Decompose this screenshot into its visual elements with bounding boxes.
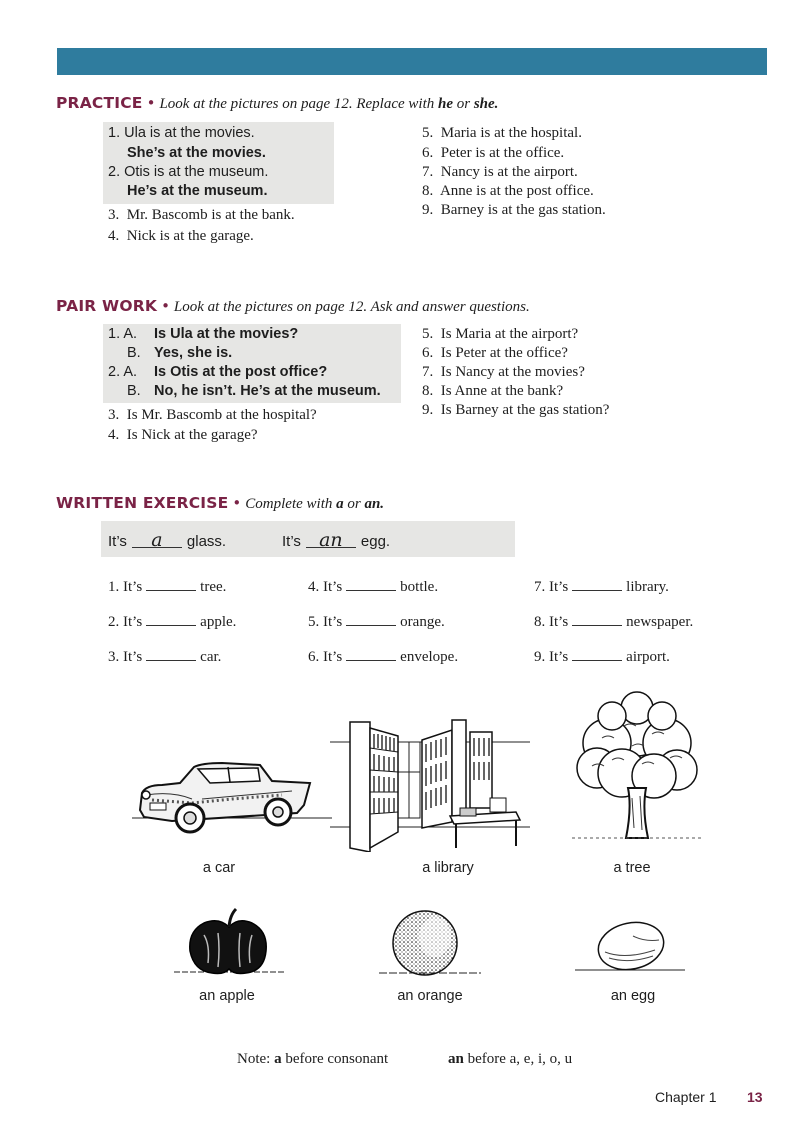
chapter-label: Chapter 1: [655, 1089, 717, 1105]
pair-work-keyword: PAIR WORK: [56, 297, 158, 315]
answer-blank: [346, 615, 396, 626]
handwritten-answer: a: [132, 533, 182, 548]
written-item-1[interactable]: 1. It’s tree.: [108, 579, 227, 595]
caption-egg: an egg: [610, 988, 656, 1004]
pair-work-example-2b: B. No, he isn’t. He’s at the museum.: [127, 383, 381, 399]
written-item-9[interactable]: 9. It’s airport.: [534, 649, 670, 665]
written-item-3[interactable]: 3. It’s car.: [108, 649, 222, 665]
note-vowel: an before a, e, i, o, u: [448, 1051, 573, 1067]
written-item-7[interactable]: 7. It’s library.: [534, 579, 669, 595]
practice-item-7: 7. Nancy is at the airport.: [422, 164, 578, 180]
written-item-4[interactable]: 4. It’s bottle.: [308, 579, 439, 595]
written-item-5[interactable]: 5. It’s orange.: [308, 614, 445, 630]
practice-heading: [56, 94, 498, 113]
practice-item-9: 9. Barney is at the gas station.: [422, 202, 606, 218]
apple-illustration: [174, 905, 284, 980]
practice-example-1-answer: She’s at the movies.: [127, 145, 266, 161]
car-illustration: [132, 755, 332, 850]
answer-blank: [572, 580, 622, 591]
pair-work-item-5: 5. Is Maria at the airport?: [422, 326, 579, 342]
practice-item-8: 8. Anne is at the post office.: [422, 183, 594, 199]
practice-example-2-answer: He’s at the museum.: [127, 183, 268, 199]
caption-car: a car: [202, 860, 236, 876]
answer-blank: [146, 650, 196, 661]
page-number: 13: [747, 1089, 763, 1105]
answer-blank: [346, 650, 396, 661]
pair-work-item-7: 7. Is Nancy at the movies?: [422, 364, 585, 380]
pair-work-item-4: 4. Is Nick at the garage?: [108, 427, 258, 443]
written-keyword: WRITTEN EXERCISE: [56, 494, 229, 512]
practice-instruction: Look at the pictures on page 12. Replace with he or she.: [159, 96, 499, 112]
egg-illustration: [575, 912, 685, 977]
header-banner: [57, 48, 767, 75]
bullet: •: [161, 297, 170, 315]
pair-work-example-1a: 1. A. Is Ula at the movies?: [108, 326, 299, 342]
caption-library: a library: [422, 860, 474, 876]
written-example-1: It’s a glass.: [108, 529, 227, 551]
practice-example-1: 1. Ula is at the movies.: [108, 125, 255, 141]
practice-item-5: 5. Maria is at the hospital.: [422, 125, 582, 141]
answer-blank: [572, 650, 622, 661]
practice-example-2: 2. Otis is at the museum.: [108, 164, 269, 180]
answer-blank: [346, 580, 396, 591]
caption-orange: an orange: [397, 988, 463, 1004]
pair-work-example-1b: B. Yes, she is.: [127, 345, 233, 361]
library-illustration: [330, 712, 530, 852]
handwritten-answer: an: [306, 533, 356, 548]
pair-work-instruction: Look at the pictures on page 12. Ask and answer questions.: [173, 299, 530, 315]
written-item-8[interactable]: 8. It’s newspaper.: [534, 614, 694, 630]
pair-work-item-8: 8. Is Anne at the bank?: [422, 383, 564, 399]
written-exercise-heading: [56, 494, 384, 513]
pair-work-item-6: 6. Is Peter at the office?: [422, 345, 568, 361]
pair-work-example-2a: 2. A. Is Otis at the post office?: [108, 364, 328, 380]
note-consonant: Note: a before consonant: [237, 1051, 389, 1067]
written-item-6[interactable]: 6. It’s envelope.: [308, 649, 459, 665]
tree-illustration: [562, 688, 712, 853]
written-item-2[interactable]: 2. It’s apple.: [108, 614, 237, 630]
practice-item-4: 4. Nick is at the garage.: [108, 228, 254, 244]
bullet: •: [146, 94, 156, 112]
answer-blank: [146, 615, 196, 626]
practice-item-3: 3. Mr. Bascomb is at the bank.: [108, 207, 295, 223]
caption-tree: a tree: [613, 860, 651, 876]
written-example-2: It’s an egg.: [282, 529, 391, 551]
written-instruction: Complete with a or an.: [245, 496, 385, 512]
practice-item-6: 6. Peter is at the office.: [422, 145, 565, 161]
bullet: •: [232, 494, 242, 512]
caption-apple: an apple: [199, 988, 255, 1004]
orange-illustration: [375, 905, 485, 980]
answer-blank: [146, 580, 196, 591]
answer-blank: [572, 615, 622, 626]
pair-work-item-9: 9. Is Barney at the gas station?: [422, 402, 610, 418]
practice-keyword: PRACTICE: [56, 94, 143, 112]
pair-work-item-3: 3. Is Mr. Bascomb at the hospital?: [108, 407, 317, 423]
pair-work-heading: [56, 297, 530, 316]
